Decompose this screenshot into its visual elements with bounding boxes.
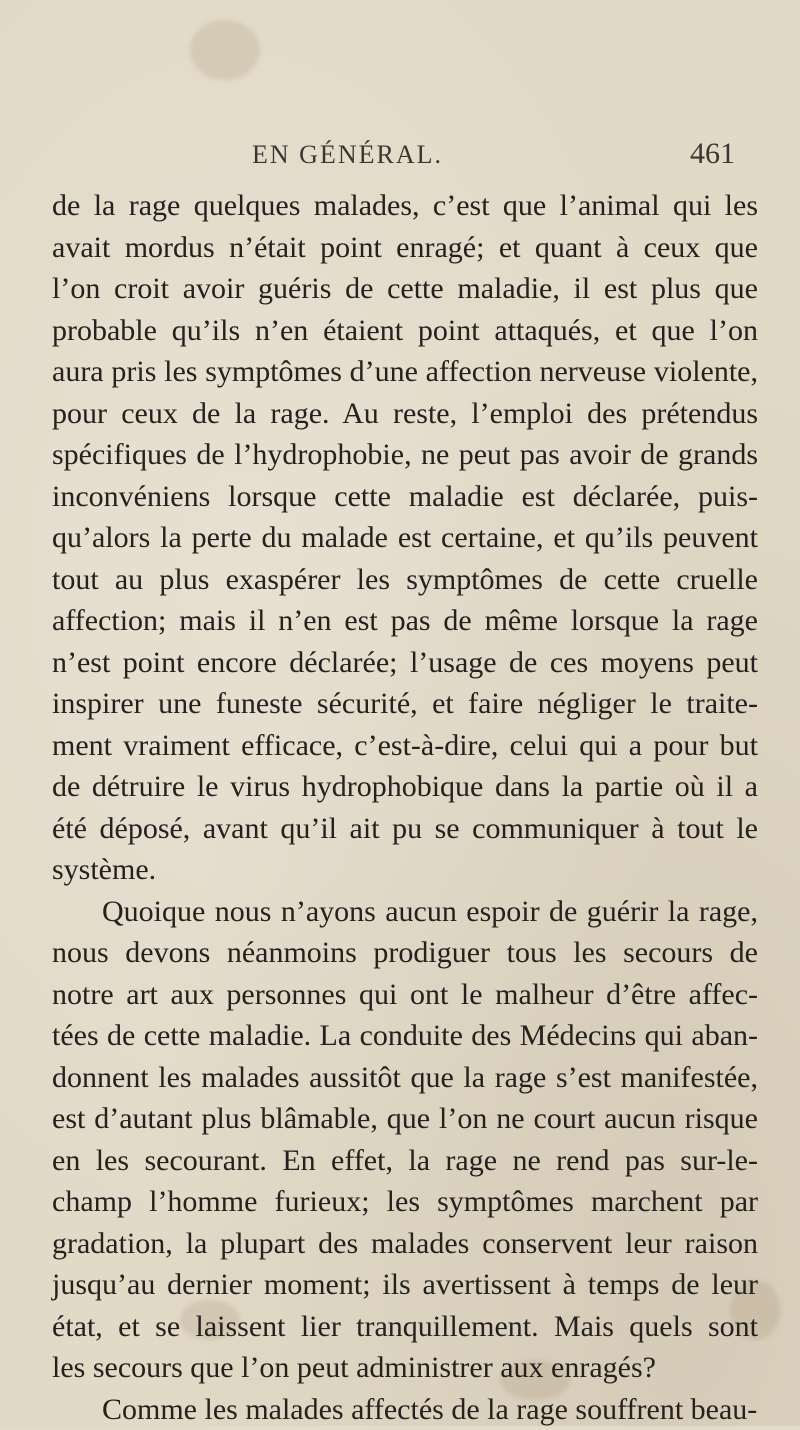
text-line: est d’autant plus blâmable, que l’on ne court aucun risque: [52, 1102, 758, 1135]
text-line: état, et se laissent lier tranquillement. Mais quels sont: [52, 1309, 758, 1343]
text-line: inconvéniens lorsque cette maladie est déclarée, puis-: [52, 479, 758, 513]
text-line: tées de cette maladie. La conduite des Médecins qui aban-: [52, 1019, 758, 1052]
text-line: de détruire le virus hydrophobique dans la partie où il a: [52, 770, 758, 803]
running-head: EN GÉNÉRAL.: [252, 140, 443, 169]
text-line: affection; mais il n’en est pas de même lorsque la rage: [52, 604, 758, 637]
text-line: Comme les malades affectés de la rage souffrent beau-: [102, 1392, 758, 1426]
paper-stain: [190, 20, 260, 80]
text-line: spécifiques de l’hydrophobie, ne peut pas avoir de grands: [52, 438, 758, 471]
text-line: aura pris les symptômes d’une affection nerveuse violente,: [52, 355, 758, 388]
text-line: avait mordus n’était point enragé; et quant à ceux que: [52, 230, 758, 264]
paragraph-first-line: Quoique nous n’ayons aucun espoir de guérir la rage,: [102, 894, 758, 928]
text-line: donnent les malades aussitôt que la rage s’est manifestée,: [52, 1060, 758, 1094]
text-line: jusqu’au dernier moment; ils avertissent à temps de leur: [52, 1268, 758, 1301]
text-line: n’est point encore déclarée; l’usage de ces moyens peut: [52, 645, 758, 679]
text-line: inspirer une funeste sécurité, et faire négliger le traite-: [52, 687, 758, 720]
text-line: tout au plus exaspérer les symptômes de cette cruelle: [52, 562, 758, 596]
text-line: notre art aux personnes qui ont le malheur d’être affec-: [52, 977, 758, 1011]
text-line: l’on croit avoir guéris de cette maladie, il est plus que: [52, 272, 758, 305]
text-line: système.: [52, 853, 157, 886]
text-line: de la rage quelques malades, c’est que l’animal qui les: [52, 189, 758, 222]
text-line: probable qu’ils n’en étaient point attaqués, et que l’on: [52, 313, 758, 347]
page-number: 461: [690, 137, 735, 170]
text-line: gradation, la plupart des malades conservent leur raison: [52, 1226, 758, 1260]
page-header: [0, 137, 800, 180]
text-line: champ l’homme furieux; les symptômes marchent par: [52, 1185, 758, 1218]
text-line: ment vraiment efficace, c’est-à-dire, celui qui a pour but: [52, 728, 758, 762]
text-line: nous devons néanmoins prodiguer tous les secours de: [52, 936, 758, 969]
text-line: pour ceux de la rage. Au reste, l’emploi des prétendus: [52, 396, 758, 430]
text-line: qu’alors la perte du malade est certaine, et qu’ils peuvent: [52, 521, 758, 554]
text-line: les secours que l’on peut administrer aux enragés?: [52, 1351, 656, 1384]
text-line: été déposé, avant qu’il ait pu se communiquer à tout le: [52, 811, 758, 845]
text-line: en les secourant. En effet, la rage ne rend pas sur-le-: [52, 1143, 758, 1177]
